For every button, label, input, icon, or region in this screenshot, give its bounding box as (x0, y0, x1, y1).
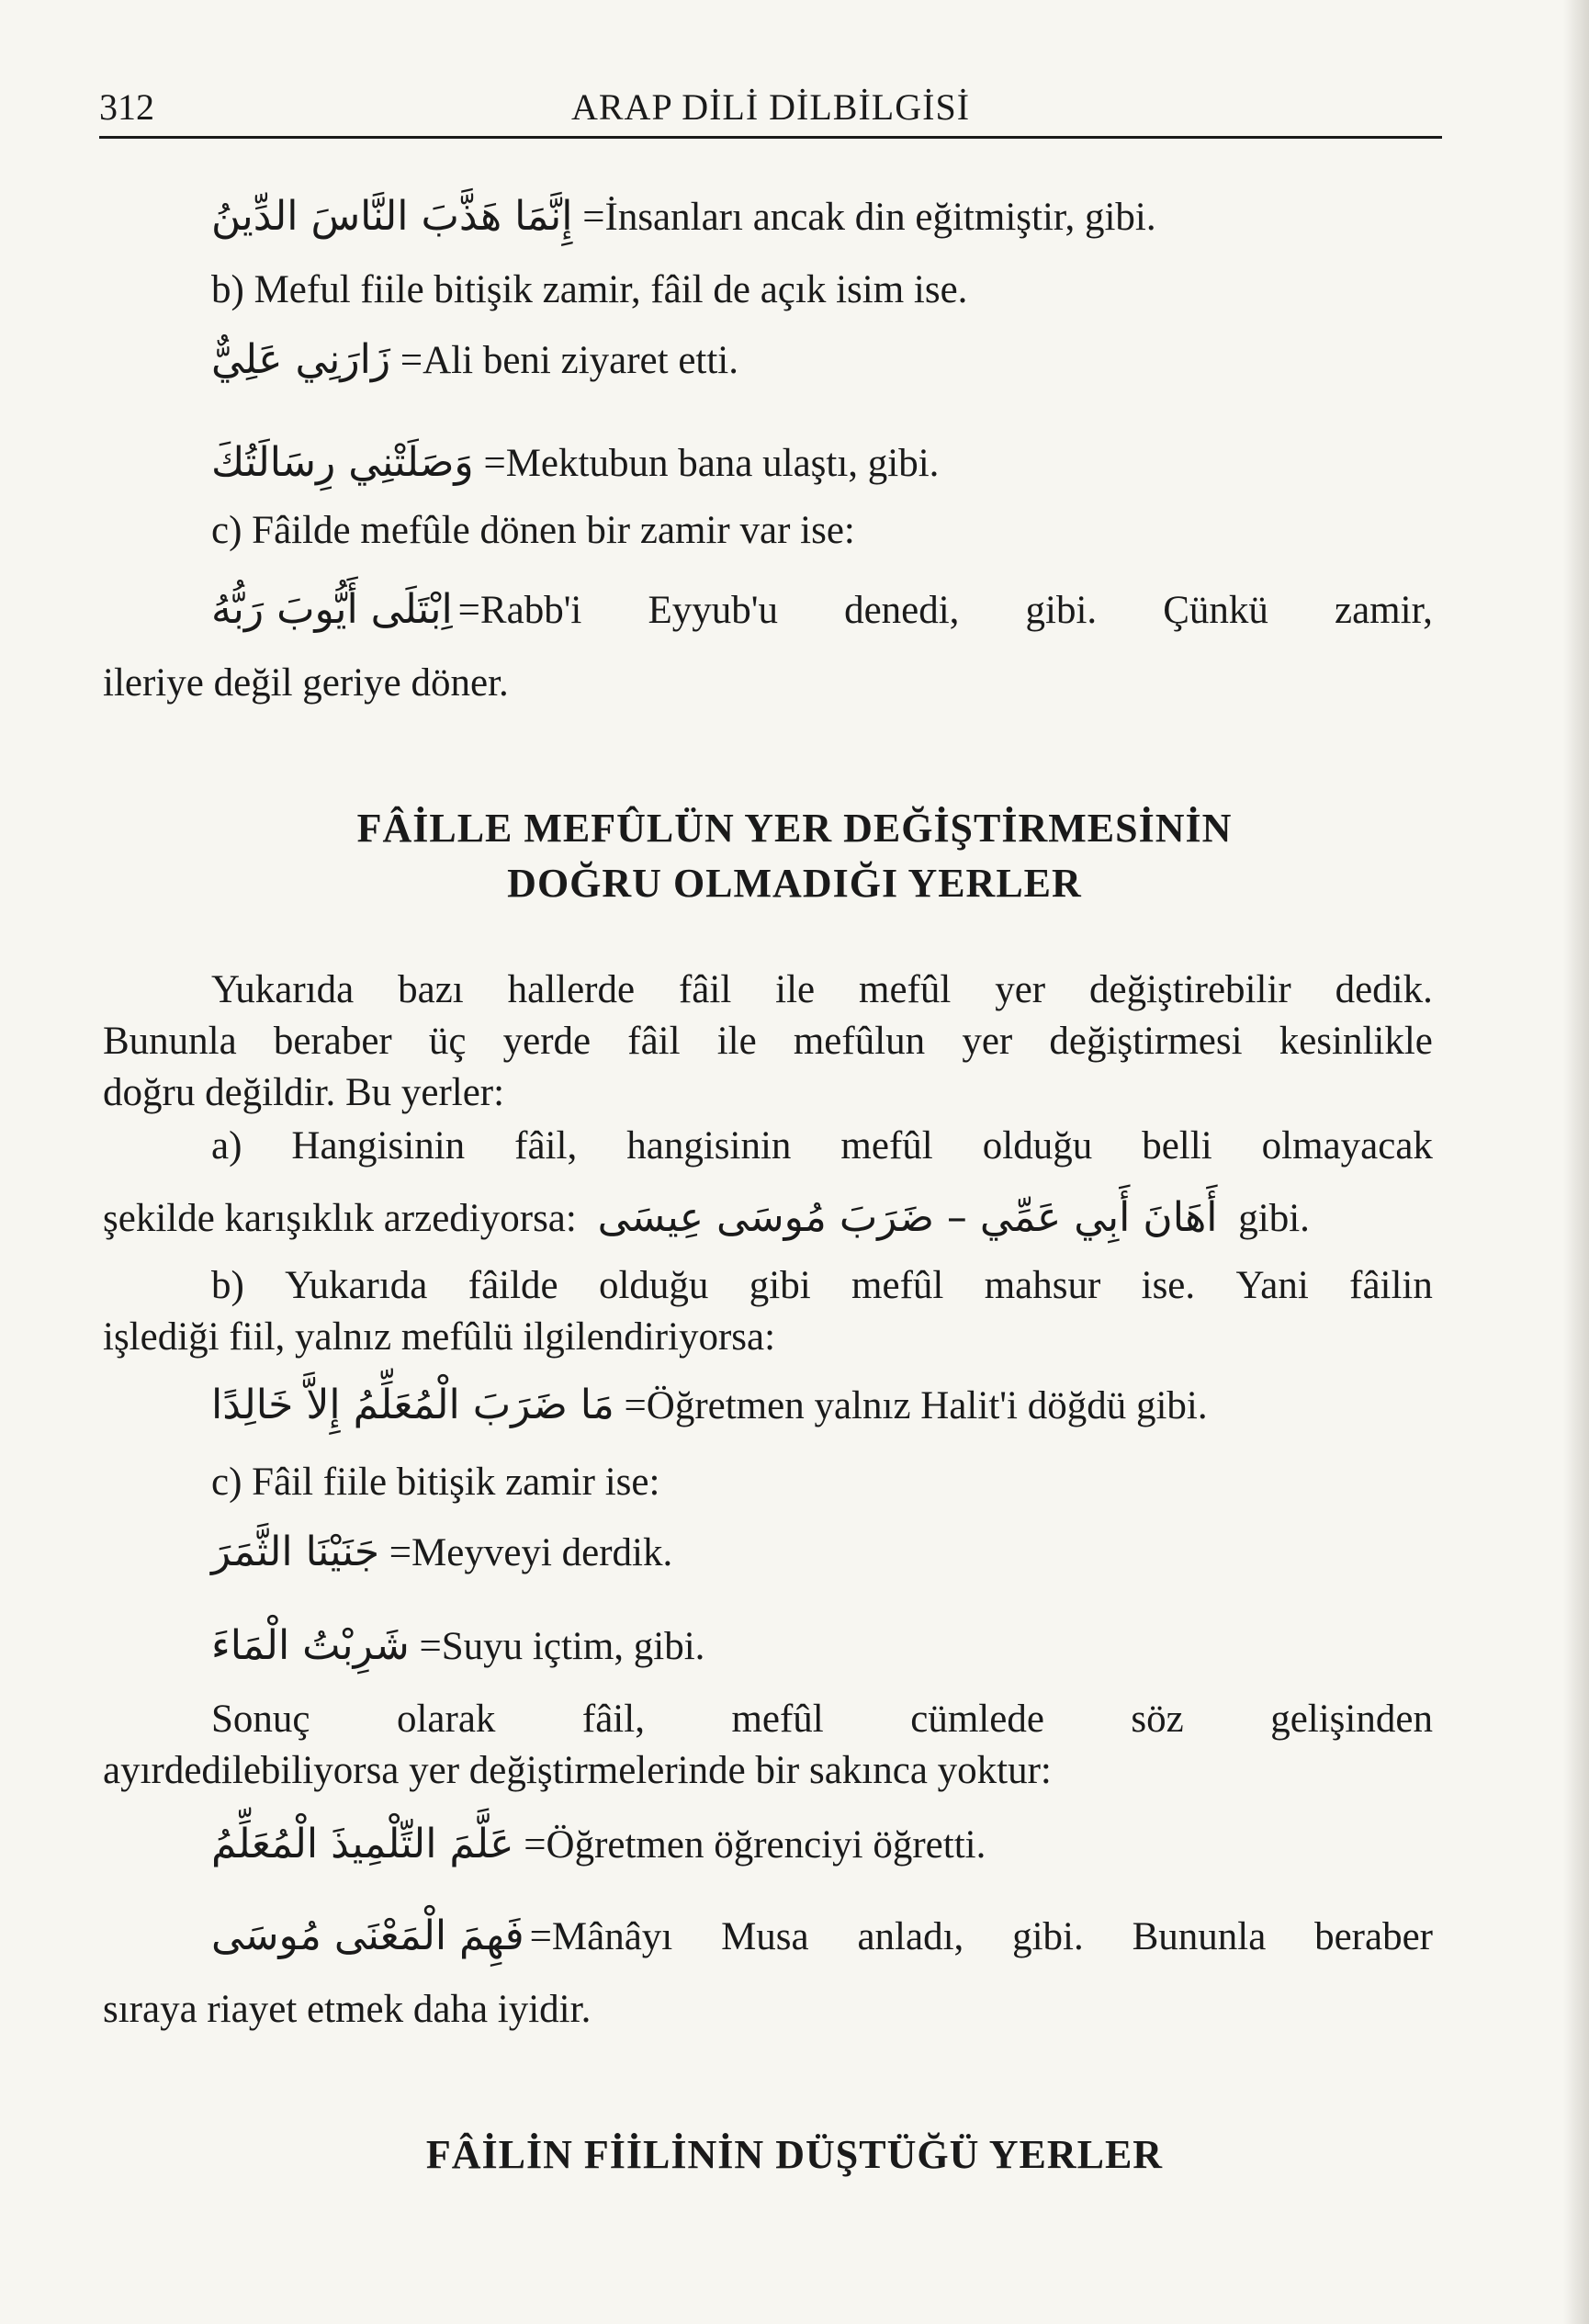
rule-c: c) Fâil fiile bitişik zamir ise: (211, 1461, 660, 1504)
word: Hangisinin (291, 1124, 466, 1168)
example-line (211, 1821, 986, 1869)
rule-a-example (103, 1194, 1310, 1243)
word: beraber (273, 1020, 392, 1063)
word: mefûl (859, 968, 952, 1011)
word: beraber (1314, 1915, 1433, 1958)
translation: =Meyveyi derdik. (389, 1531, 673, 1574)
example-line (211, 586, 1433, 635)
word: fâil (678, 968, 732, 1011)
example-line (211, 193, 1156, 242)
word: gelişinden (1270, 1698, 1433, 1741)
translation (530, 1913, 1433, 1961)
word: mefûl (731, 1698, 824, 1741)
arabic-example: جَنَيْنَا الثَّمَرَ (211, 1529, 380, 1575)
word: gibi. (1012, 1915, 1084, 1958)
word: kesinlikle (1279, 1020, 1433, 1063)
translation: =İnsanları ancak din eğitmiştir, gibi. (582, 196, 1156, 239)
word: zamir, (1335, 589, 1433, 632)
rule-a (211, 1123, 1433, 1170)
continuation: ileriye değil geriye döner. (103, 661, 509, 705)
word: cümlede (910, 1698, 1044, 1741)
word: gibi (749, 1264, 811, 1307)
word: mefûl (851, 1264, 944, 1307)
word: Bununla (1132, 1915, 1267, 1958)
word: a) (211, 1124, 242, 1168)
word: bazı (398, 968, 464, 1011)
arabic-example: أَهَانَ أَبِي عَمِّي – ضَرَبَ مُوسَى عِيسَى (597, 1194, 1218, 1241)
word: yer (995, 968, 1046, 1011)
word: olduğu (982, 1124, 1093, 1168)
example-line (211, 1382, 1208, 1430)
word: =Rabb'i (457, 589, 582, 632)
word: fâil, (581, 1698, 645, 1741)
rule-b (211, 1262, 1433, 1310)
paragraph-line: ayırdedilebiliyorsa yer değiştirmelerinde bir sakınca yoktur: (103, 1749, 1052, 1792)
word: ise. (1141, 1264, 1196, 1307)
paragraph-line (103, 1018, 1433, 1066)
word: Eyyub'u (648, 589, 778, 632)
continuation: sıraya riayet etmek daha iyidir. (103, 1988, 592, 2031)
word: Yukarıda (285, 1264, 428, 1307)
word: yer (962, 1020, 1013, 1063)
translation: =Öğretmen öğrenciyi öğretti. (524, 1823, 986, 1867)
word: hangisinin (626, 1124, 792, 1168)
arabic-example: وَصَلَتْنِي رِسَالَتُكَ (211, 439, 474, 486)
word: Musa (721, 1915, 809, 1958)
word: olarak (396, 1698, 496, 1741)
word: b) (211, 1264, 244, 1307)
running-title: ARAP DİLİ DİLBİLGİSİ (570, 86, 971, 128)
translation: =Mektubun bana ulaştı, gibi. (483, 442, 940, 485)
translation: =Suyu içtim, gibi. (419, 1625, 705, 1668)
word: fâilde (468, 1264, 558, 1307)
arabic-example: شَرِبْتُ الْمَاءَ (211, 1622, 410, 1669)
word: ile (775, 968, 816, 1011)
example-line (211, 1529, 672, 1577)
word: =Mânâyı (529, 1915, 673, 1958)
arabic-example: اِبْتَلَى أَيُّوبَ رَبُّهُ (211, 586, 453, 633)
page-edge-shadow (1563, 0, 1589, 2324)
word: değiştirmesi (1049, 1020, 1243, 1063)
translation: =Öğretmen yalnız Halit'i döğdü gibi. (624, 1384, 1208, 1427)
word: denedi, (844, 589, 960, 632)
paragraph-line: doğru değildir. Bu yerler: (103, 1071, 505, 1114)
word: söz (1131, 1698, 1184, 1741)
word: Yani (1235, 1264, 1309, 1307)
example-line (211, 1912, 1433, 1961)
word: Çünkü (1163, 589, 1268, 632)
word: anladı, (857, 1915, 964, 1958)
section-heading: DOĞRU OLMADIĞI YERLER (507, 861, 1082, 906)
word: Bununla (103, 1020, 237, 1063)
word: ile (716, 1020, 757, 1063)
rule-c: c) Fâilde mefûle dönen bir zamir var ise: (211, 509, 855, 552)
arabic-example: زَارَنِي عَلِيٌّ (211, 336, 391, 383)
section-heading: FÂİLİN FİİLİNİN DÜŞTÜĞÜ YERLER (425, 2132, 1164, 2177)
arabic-example: إِنَّمَا هَذَّبَ النَّاسَ الدِّينُ (211, 193, 573, 240)
word: olduğu (598, 1264, 709, 1307)
word: Sonuç (211, 1698, 310, 1741)
page-header (99, 72, 1442, 139)
word: mefûlun (793, 1020, 926, 1063)
example-line (211, 1622, 704, 1671)
word: fâilin (1349, 1264, 1433, 1307)
paragraph-line (211, 1696, 1433, 1743)
paragraph-line (211, 966, 1433, 1014)
paragraph-line: işlediği fiil, yalnız mefûlü ilgilendiriyorsa: (103, 1315, 776, 1359)
word: Yukarıda (211, 968, 355, 1011)
example-line (211, 336, 738, 385)
word: belli (1142, 1124, 1212, 1168)
rule-b: b) Meful fiile bitişik zamir, fâil de açık isim ise. (211, 268, 968, 311)
translation (458, 587, 1433, 635)
word: fâil, (514, 1124, 578, 1168)
word: hallerde (507, 968, 636, 1011)
arabic-example: فَهِمَ الْمَعْنَى مُوسَى (211, 1912, 524, 1959)
text: şekilde karışıklık arzediyorsa: (103, 1197, 577, 1240)
page-number: 312 (99, 86, 154, 128)
word: fâil (627, 1020, 681, 1063)
word: mefûl (840, 1124, 933, 1168)
word: mahsur (984, 1264, 1101, 1307)
word: değiştirebilir (1088, 968, 1291, 1011)
translation: =Ali beni ziyaret etti. (400, 339, 738, 382)
word: gibi. (1025, 589, 1098, 632)
word: olmayacak (1261, 1124, 1433, 1168)
example-line (211, 439, 939, 488)
arabic-example: عَلَّمَ التِّلْمِيذَ الْمُعَلِّمُ (211, 1821, 514, 1867)
text: gibi. (1238, 1197, 1310, 1240)
word: üç (428, 1020, 467, 1063)
arabic-example: مَا ضَرَبَ الْمُعَلِّمُ إِلاَّ خَالِدًا (211, 1382, 614, 1428)
word: dedik. (1335, 968, 1433, 1011)
word: yerde (502, 1020, 592, 1063)
section-heading: FÂİLLE MEFÛLÜN YER DEĞİŞTİRMESİNİN (356, 806, 1233, 851)
